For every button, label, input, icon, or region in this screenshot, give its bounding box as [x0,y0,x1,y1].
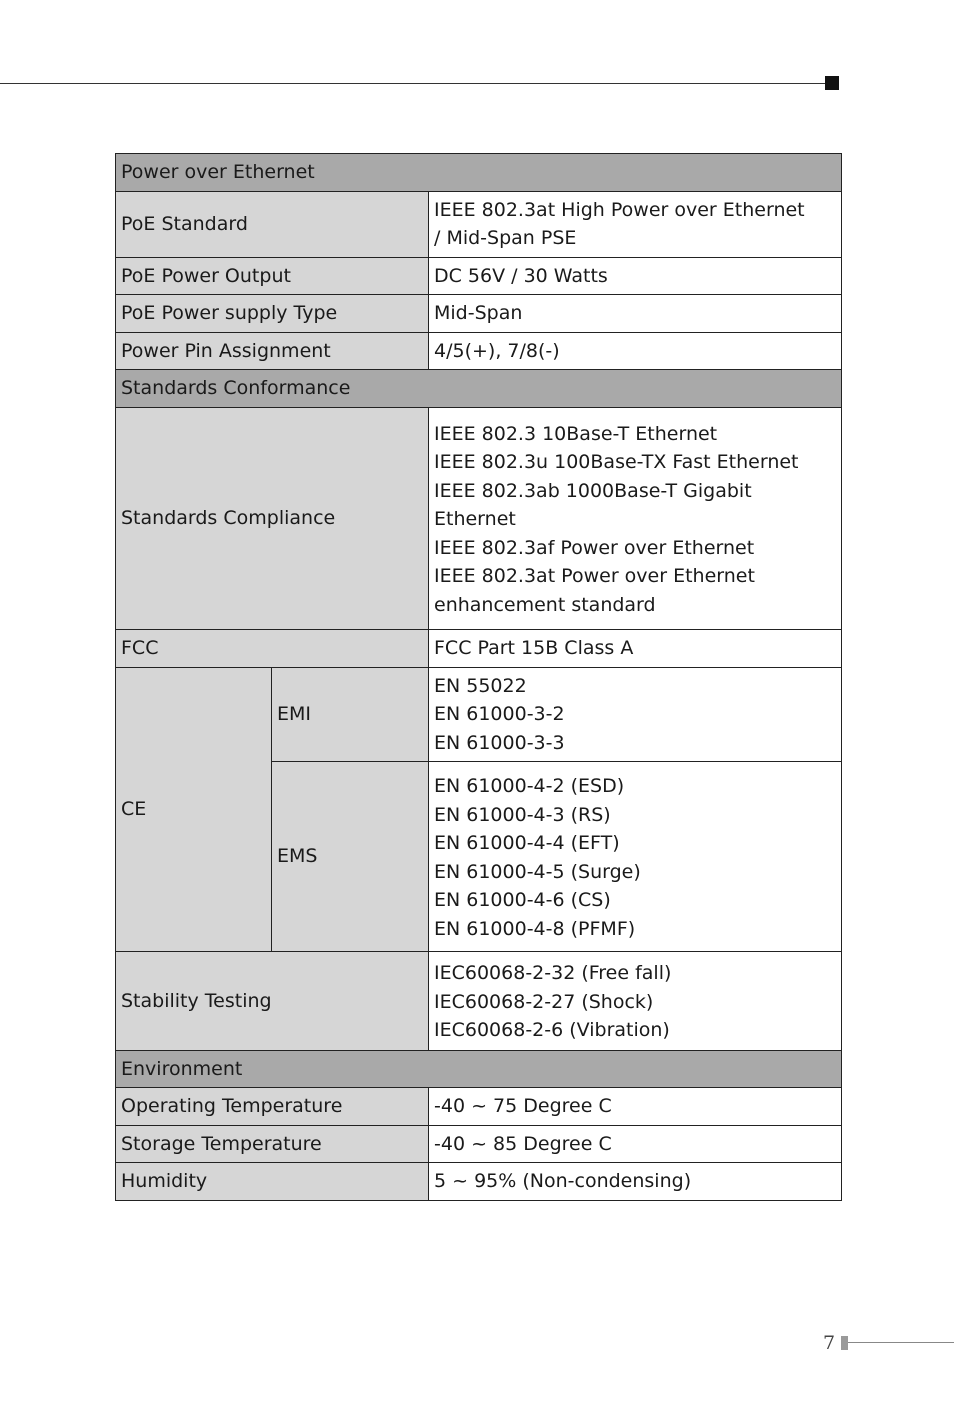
spec-label: PoE Power supply Type [116,295,429,333]
spec-row [116,257,842,295]
spec-value: IEEE 802.3 10Base-T Ethernet IEEE 802.3u 100Base-TX Fast Ethernet IEEE 802.3ab 1000Base-T Gigabit Ethernet IEEE 802.3af Power over Ethernet IEEE 802.3at Power over Ethernet enhancement standard [429,407,842,630]
spec-value: IEEE 802.3at High Power over Ethernet / Mid-Span PSE [429,191,842,257]
section-header-row [116,1050,842,1088]
section-header-row [116,370,842,408]
spec-value: -40 ~ 75 Degree C [429,1088,842,1126]
spec-value: 4/5(+), 7/8(-) [429,332,842,370]
header-rule [0,83,826,84]
spec-value: EN 61000-4-2 (ESD) EN 61000-4-3 (RS) EN 61000-4-4 (EFT) EN 61000-4-5 (Surge) EN 61000-4-6 (CS) EN 61000-4-8 (PFMF) [429,762,842,952]
spec-value: EN 55022 EN 61000-3-2 EN 61000-3-3 [429,667,842,762]
spec-label: Humidity [116,1163,429,1201]
spec-label: Storage Temperature [116,1125,429,1163]
spec-row [116,630,842,668]
spec-row [116,191,842,257]
spec-label: Operating Temperature [116,1088,429,1126]
spec-label: Standards Compliance [116,407,429,630]
footer-rule [848,1342,954,1343]
spec-row [116,952,842,1051]
spec-value: DC 56V / 30 Watts [429,257,842,295]
header-square-marker [825,76,839,90]
spec-row [116,295,842,333]
spec-sublabel-ems: EMS [272,762,429,952]
spec-value: 5 ~ 95% (Non-condensing) [429,1163,842,1201]
footer-marker [841,1336,848,1350]
spec-label: PoE Power Output [116,257,429,295]
section-title: Environment [116,1050,842,1088]
page-number: 7 [823,1332,836,1354]
spec-value: Mid-Span [429,295,842,333]
spec-label: Power Pin Assignment [116,332,429,370]
spec-row [116,1125,842,1163]
spec-value: FCC Part 15B Class A [429,630,842,668]
spec-label-ce: CE [116,667,272,952]
section-title: Standards Conformance [116,370,842,408]
spec-row [116,332,842,370]
spec-row [116,667,842,762]
spec-row [116,1088,842,1126]
spec-label: PoE Standard [116,191,429,257]
spec-value: IEC60068-2-32 (Free fall) IEC60068-2-27 (Shock) IEC60068-2-6 (Vibration) [429,952,842,1051]
spec-row [116,1163,842,1201]
section-title: Power over Ethernet [116,154,842,192]
section-header-row [116,154,842,192]
specification-table [115,153,842,1201]
spec-sublabel-emi: EMI [272,667,429,762]
spec-label: Stability Testing [116,952,429,1051]
spec-label: FCC [116,630,429,668]
spec-row [116,407,842,630]
spec-value: -40 ~ 85 Degree C [429,1125,842,1163]
